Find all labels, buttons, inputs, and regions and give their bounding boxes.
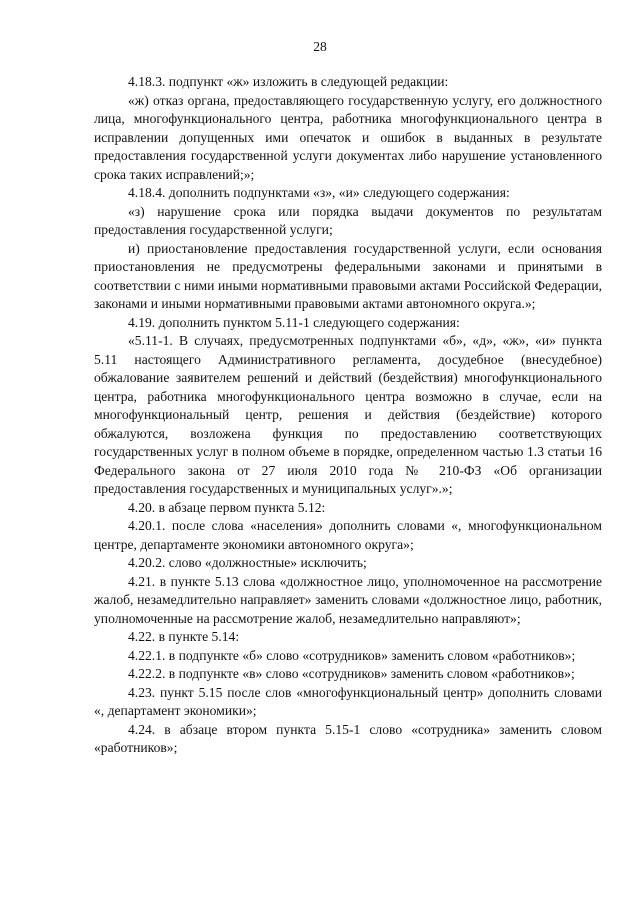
paragraph-4-23: 4.23. пункт 5.15 после слов «многофункциональный центр» дополнить словами «, департамент экономики»; xyxy=(94,684,602,718)
paragraph-subitem-i: и) приостановление предоставления государственной услуги, если основания приостановления не предусмотрены федеральными законами и принятыми в соответствии с ними иными нормативными правовыми актами Российской Федерации, законами и иными нормативными правовыми актами автономного округа.»; xyxy=(94,240,602,311)
paragraph-4-22-2: 4.22.2. в подпункте «в» слово «сотрудников» заменить словом «работников»; xyxy=(128,666,575,681)
paragraph-4-24: 4.24. в абзаце втором пункта 5.15-1 слово «сотрудника» заменить словом «работников»; xyxy=(94,721,602,755)
paragraph-4-22: 4.22. в пункте 5.14: xyxy=(128,629,240,644)
page-number: 28 xyxy=(313,39,327,54)
paragraph-4-20-2: 4.20.2. слово «должностные» исключить; xyxy=(128,555,367,570)
paragraph-4-21: 4.21. в пункте 5.13 слова «должностное лицо, уполномоченное на рассмотрение жалоб, незамедлительно направляет» заменить словами «должностное лицо, работник, уполномоченные на рассмотрение жалоб, незамедлительно направляют»; xyxy=(94,573,602,626)
paragraph-subitem-z: «з) нарушение срока или порядка выдачи документов по результатам предоставления государственной услуги; xyxy=(94,203,602,237)
paragraph-4-20-1: 4.20.1. после слова «населения» дополнить словами «, многофункциональном центре, департаменте экономики автономного округа»; xyxy=(94,518,602,552)
paragraph-4-22-1: 4.22.1. в подпункте «б» слово «сотрудников» заменить словом «работников»; xyxy=(128,647,576,663)
paragraph-4-18-4: 4.18.4. дополнить подпунктами «з», «и» следующего содержания: xyxy=(128,185,510,200)
paragraph-4-19: 4.19. дополнить пунктом 5.11-1 следующего содержания: xyxy=(128,314,460,330)
paragraph-4-18-3: 4.18.3. подпункт «ж» изложить в следующей редакции: xyxy=(128,74,449,89)
paragraph-5-11-1: «5.11-1. В случаях, предусмотренных подпунктами «б», «д», «ж», «и» пункта 5.11 настоящего Административного регламента, досудебное (внесудебное) обжалование заявителем решений и действий (бездействия) многофункционального центра, работника многофункционального центра возможно в случае, если на многофункциональный центр, решения и действия (бездействие) которого обжалуются, возложена функция по предоставлению соответствующих государственных услуг в полном объеме в порядке, определенном частью 1.3 статьи 16 Федерального закона от 27 июля 2010 года № 210-ФЗ «Об организации предоставления государственных и муниципальных услуг».»; xyxy=(94,333,602,496)
document-body xyxy=(94,73,602,758)
paragraph-subitem-zh: «ж) отказ органа, предоставляющего государственную услугу, его должностного лица, многофункционального центра, работника многофункционального центра в исправлении допущенных ими опечаток и ошибок в выданных в результате предоставления государственной услуги документах либо нарушение установленного срока таких исправлений;»; xyxy=(94,92,602,182)
paragraph-4-20: 4.20. в абзаце первом пункта 5.12: xyxy=(128,499,326,515)
